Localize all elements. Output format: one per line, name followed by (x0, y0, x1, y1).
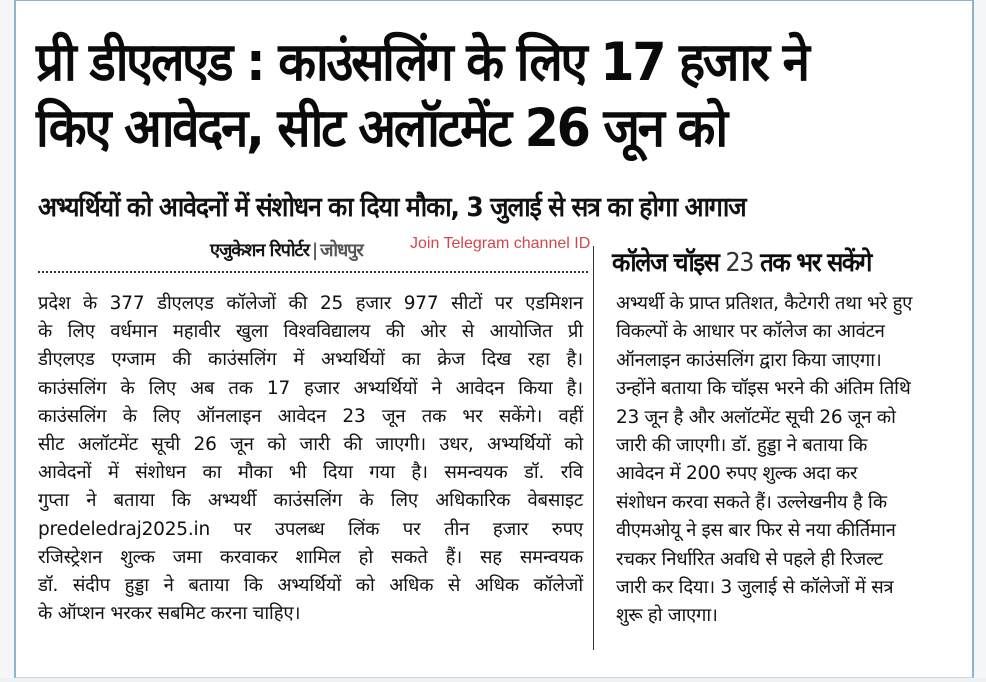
headline-line-1: प्री डीएलएड : काउंसलिंग के लिए 17 हजार ने (36, 32, 808, 93)
right-column-heading (612, 243, 871, 279)
article-headline (36, 30, 892, 162)
body-line: डॉ. संदीप हुड्डा ने बताया कि अभ्यर्थियों को अधिक से अधिक कॉलेजों (38, 575, 583, 597)
body-line: काउंसलिंग के लिए ऑनलाइन आवेदन 23 जून तक भर सकेंगे। वहीं (38, 405, 583, 427)
body-line: 23 जून है और अलॉटमेंट सूची 26 जून को (616, 406, 896, 428)
headline-line-2: किए आवेदन, सीट अलॉटमेंट 26 जून को (36, 98, 726, 159)
body-line: काउंसलिंग के लिए अब तक 17 हजार अभ्यर्थियों ने आवेदन किया है। (38, 377, 583, 399)
byline-separator: | (311, 240, 318, 261)
body-line: संशोधन करवा सकते हैं। उल्लेखनीय है कि (616, 491, 887, 513)
body-line: वीएमओयू ने इस बार फिर से नया कीर्तिमान (616, 520, 896, 542)
dotted-divider (38, 271, 588, 273)
telegram-watermark: Join Telegram channel ID (410, 235, 591, 252)
body-line: आवेदनों में संशोधन का मौका भी दिया गया है। समन्वयक डॉ. रवि (38, 462, 583, 484)
heading-prefix: कॉलेज चॉइस (612, 248, 719, 278)
body-line: उन्होंने बताया कि चॉइस भरने की अंतिम तिथि (616, 378, 911, 400)
body-line: शुरू हो जाएगा। (616, 605, 718, 627)
body-line: जारी कर दिया। 3 जुलाई से कॉलेजों में सत्र (616, 577, 894, 599)
heading-number: 23 (725, 248, 754, 278)
body-line: अभ्यर्थी के प्राप्त प्रतिशत, कैटेगरी तथा भरे हुए (616, 293, 913, 314)
byline-city: जोधपुर (320, 240, 363, 261)
body-line: के लिए वर्धमान महावीर खुला विश्वविद्यालय की ओर से आयोजित प्री (38, 321, 583, 343)
body-line: ऑनलाइन काउंसलिंग द्वारा किया जाएगा। (616, 349, 882, 371)
article-subheadline: अभ्यर्थियों को आवेदनों में संशोधन का दिया मौका, 3 जुलाई से सत्र का होगा आगाज (38, 192, 746, 223)
column-divider (593, 246, 594, 650)
body-line: डीएलएड एग्जाम की काउंसलिंग में अभ्यर्थियों का क्रेज दिख रहा है। (38, 349, 583, 371)
bottom-edge (0, 678, 986, 682)
right-column-body (616, 290, 966, 631)
body-line: रचकर निर्धारित अवधि से पहले ही रिजल्ट (616, 548, 883, 570)
byline-reporter: एजुकेशन रिपोर्टर (210, 240, 309, 261)
body-line: प्रदेश के 377 डीएलएड कॉलेजों की 25 हजार 977 सीटों पर एडमिशन (38, 293, 583, 314)
body-line-website: predeledraj2025.in पर उपलब्ध लिंक पर तीन हजार रुपए (38, 518, 583, 540)
body-line: के ऑप्शन भरकर सबमिट करना चाहिए। (38, 603, 301, 625)
body-line: रजिस्ट्रेशन शुल्क जमा करवाकर शामिल हो सकते हैं। सह समन्वयक (38, 546, 583, 568)
body-line: सीट अलॉटमेंट सूची 26 जून को जारी की जाएगी। उधर, अभ्यर्थियों को (38, 434, 583, 456)
body-line: विकल्पों के आधार पर कॉलेज का आवंटन (616, 321, 885, 343)
body-line: गुप्ता ने बताया कि अभ्यर्थी काउंसलिंग के लिए अधिकारिक वेबसाइट (38, 490, 583, 512)
byline (210, 238, 363, 262)
left-column-body (38, 290, 583, 628)
heading-suffix: तक भर सकेंगे (760, 248, 871, 278)
body-line: जारी की जाएगी। डॉ. हुड्डा ने बताया कि (616, 435, 868, 457)
body-line: आवेदन में 200 रुपए शुल्क अदा कर (616, 463, 858, 485)
